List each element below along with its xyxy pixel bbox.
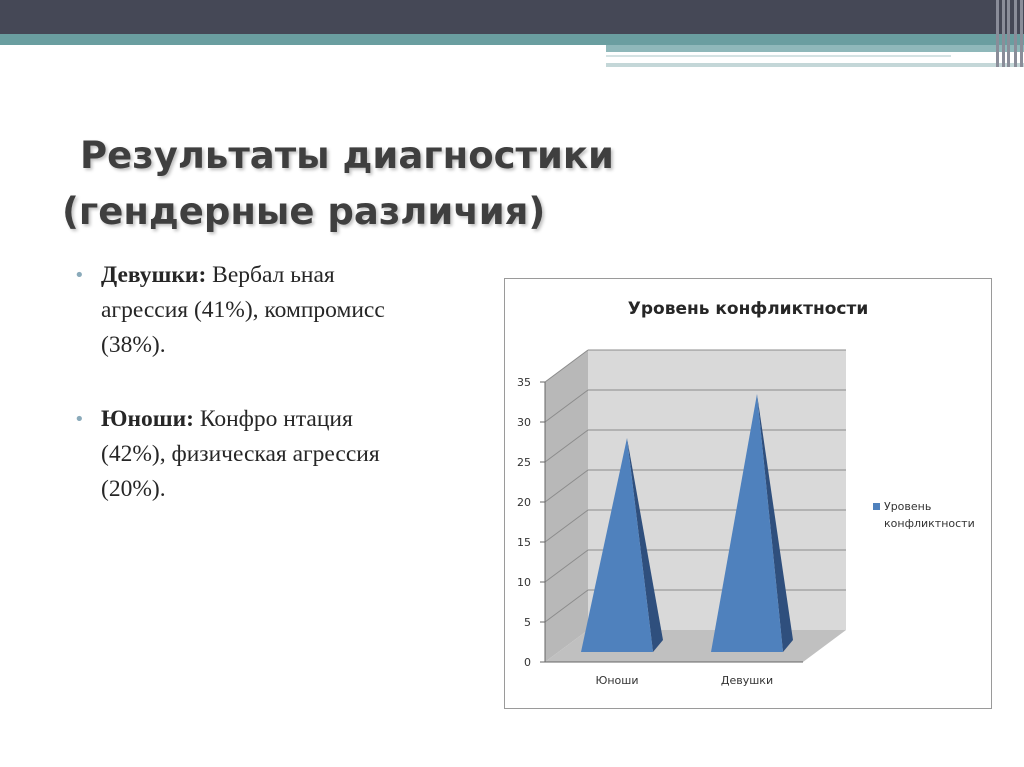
bullet-list [74, 258, 394, 546]
slide-title [62, 128, 762, 240]
x-tick-label: Юноши [595, 674, 639, 687]
slide-accent-line-secondary [606, 63, 1024, 67]
y-tick-label: 30 [517, 416, 531, 429]
y-tick-label: 35 [517, 376, 531, 389]
slide-accent-band-secondary [606, 45, 1024, 52]
x-tick-label: Девушки [720, 674, 774, 687]
bullet-text: Конфро нтация (42%), физическая агрессия (20%). [101, 406, 380, 502]
y-tick-label: 15 [517, 536, 531, 549]
legend-label: конфликтности [884, 517, 975, 530]
slide-accent-line [606, 55, 951, 57]
bullet-dot-icon: • [74, 409, 85, 430]
slide-header-bar [0, 0, 1024, 34]
chart-title: Уровень конфликтности [627, 299, 869, 319]
y-tick-label: 25 [517, 456, 531, 469]
chart-svg [505, 279, 991, 708]
bullet-dot-icon: • [74, 265, 85, 286]
y-tick-label: 0 [524, 656, 531, 669]
slide-title-line-2: (гендерные различия) [62, 190, 546, 233]
slide-accent-band [0, 34, 1024, 45]
bullet-label: Юноши: [101, 406, 194, 432]
chart-side-wall [545, 350, 588, 662]
bullet-text: Вербал ьная агрессия (41%), компромисс (38%). [101, 262, 385, 358]
bullet-item-girls [74, 258, 394, 363]
y-tick-label: 5 [524, 616, 531, 629]
bullet-label: Девушки: [101, 262, 207, 288]
y-tick-label: 10 [517, 576, 531, 589]
corner-stripes [994, 0, 1024, 67]
legend-swatch [873, 503, 880, 510]
bullet-item-boys [74, 402, 394, 507]
slide-title-line-1: Результаты диагностики [80, 134, 614, 177]
legend-label: Уровень [884, 500, 932, 513]
chart-container [504, 278, 992, 709]
y-tick-label: 20 [517, 496, 531, 509]
